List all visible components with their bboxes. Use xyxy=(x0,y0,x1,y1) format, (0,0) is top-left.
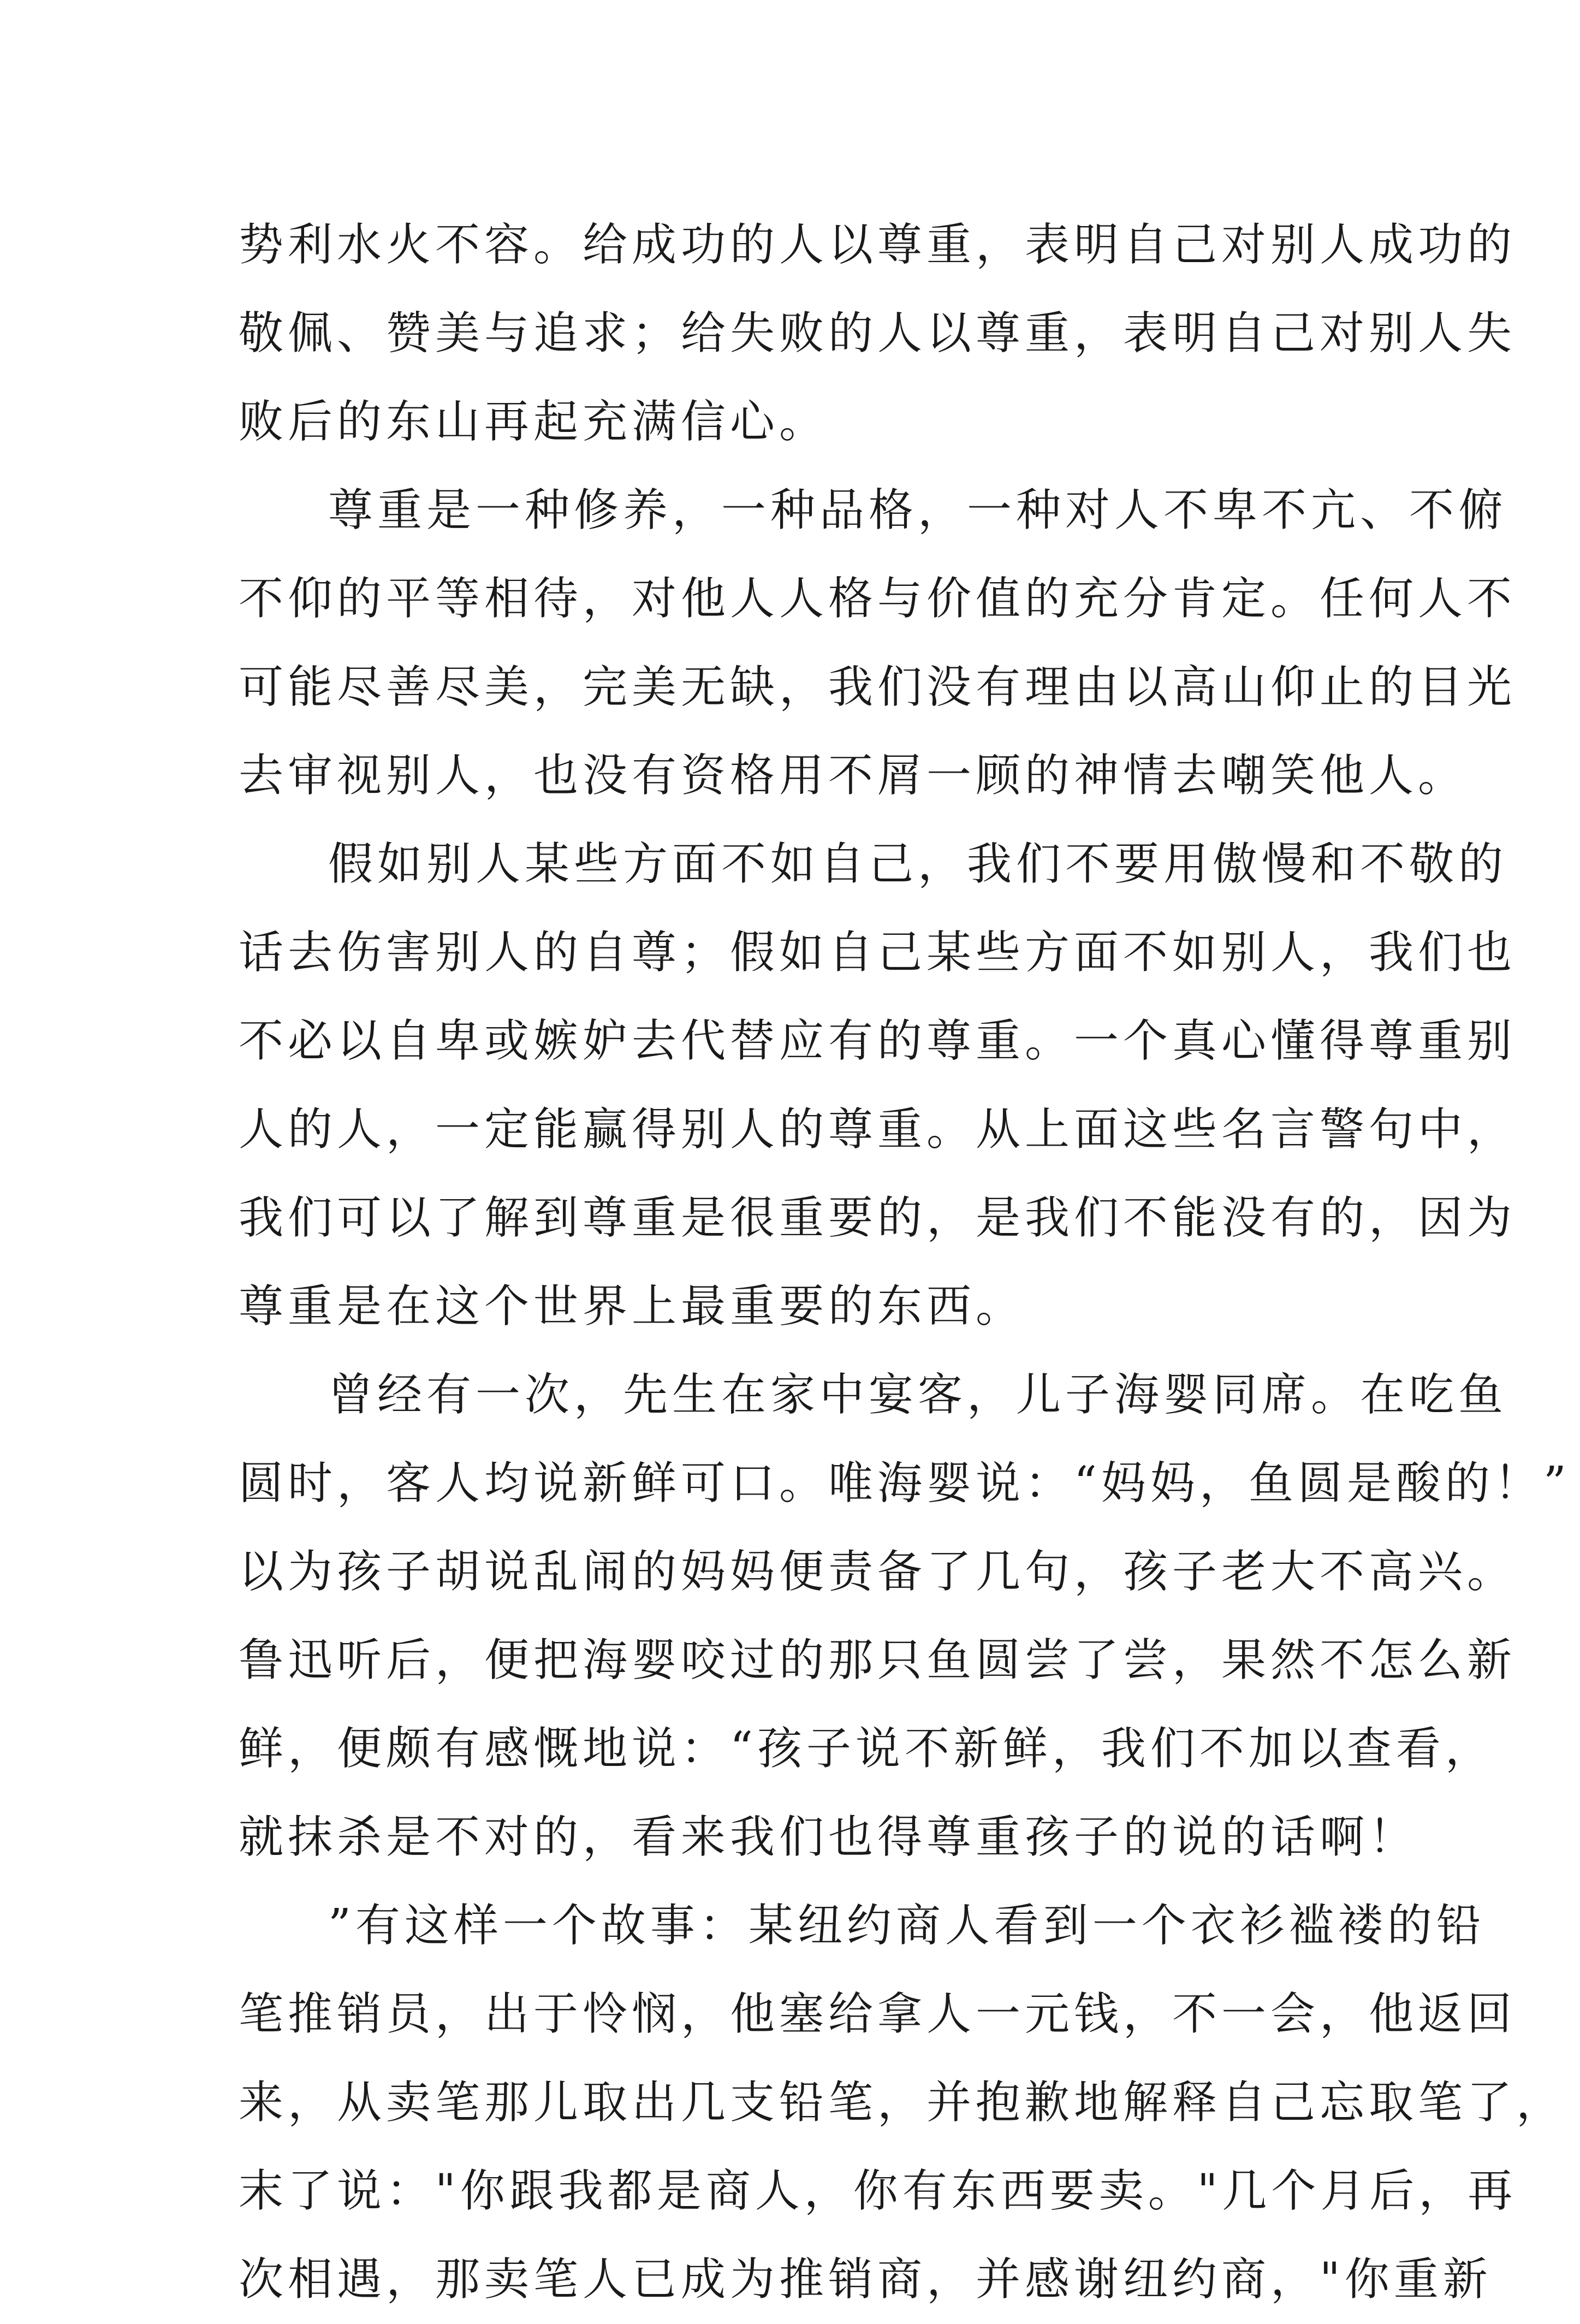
text-line: 假如别人某些方面不如自己，我们不要用傲慢和不敬的 xyxy=(328,838,1508,890)
text-line: 可能尽善尽美，完美无缺，我们没有理由以高山仰止的目光 xyxy=(239,661,1517,713)
text-line: 末了说："你跟我都是商人，你有东西要卖。"几个月后，再 xyxy=(239,2165,1517,2217)
text-line: 鲜，便颇有感慨地说：“孩子说不新鲜，我们不加以查看， xyxy=(239,1723,1494,1775)
text-line: 就抹杀是不对的，看来我们也得尊重孩子的说的话啊！ xyxy=(239,1811,1418,1863)
paragraph-1 xyxy=(239,201,1517,466)
text-line: 以为孩子胡说乱闹的妈妈便责备了几句，孩子老大不高兴。 xyxy=(239,1546,1517,1598)
text-line: 我们可以了解到尊重是很重要的，是我们不能没有的，因为 xyxy=(239,1192,1517,1244)
text-line: 敬佩、赞美与追求；给失败的人以尊重，表明自己对别人失 xyxy=(239,307,1517,359)
body-text xyxy=(239,201,1571,2324)
text-line: 不仰的平等相待，对他人人格与价值的充分肯定。任何人不 xyxy=(239,573,1517,625)
text-line: 人的人，一定能赢得别人的尊重。从上面这些名言警句中， xyxy=(239,1104,1517,1155)
text-line: 话去伤害别人的自尊；假如自己某些方面不如别人，我们也 xyxy=(239,927,1517,979)
paragraph-2 xyxy=(239,466,1517,820)
text-line: 败后的东山再起充满信心。 xyxy=(239,396,829,448)
text-line: ”有这样一个故事：某纽约商人看到一个衣衫褴褛的铅 xyxy=(328,1900,1486,1952)
text-line: 去审视别人，也没有资格用不屑一顾的神情去嘲笑他人。 xyxy=(239,750,1468,802)
text-line: 次相遇，那卖笔人已成为推销商，并感谢纽约商，"你重新 xyxy=(239,2254,1492,2305)
text-line: 笔推销员，出于怜悯，他塞给拿人一元钱，不一会，他返回 xyxy=(239,1988,1517,2040)
text-line: 尊重是一种修养，一种品格，一种对人不卑不亢、不俯 xyxy=(328,484,1508,536)
paragraph-3 xyxy=(239,820,1517,1351)
paragraph-4 xyxy=(239,1351,1571,1882)
text-line: 曾经有一次，先生在家中宴客，儿子海婴同席。在吃鱼 xyxy=(328,1369,1508,1421)
text-line: 尊重是在这个世界上最重要的东西。 xyxy=(239,1280,1025,1332)
text-line: 不必以自卑或嫉妒去代替应有的尊重。一个真心懂得尊重别 xyxy=(239,1015,1517,1067)
paragraph-5 xyxy=(239,1882,1566,2324)
text-line: 圆时，客人均说新鲜可口。唯海婴说：“妈妈，鱼圆是酸的！” xyxy=(239,1457,1571,1509)
text-line: 势利水火不容。给成功的人以尊重，表明自己对别人成功的 xyxy=(239,219,1517,271)
text-line: 鲁迅听后，便把海婴咬过的那只鱼圆尝了尝，果然不怎么新 xyxy=(239,1634,1517,1686)
text-line: 来，从卖笔那儿取出几支铅笔，并抱歉地解释自己忘取笔了， xyxy=(239,2077,1566,2129)
